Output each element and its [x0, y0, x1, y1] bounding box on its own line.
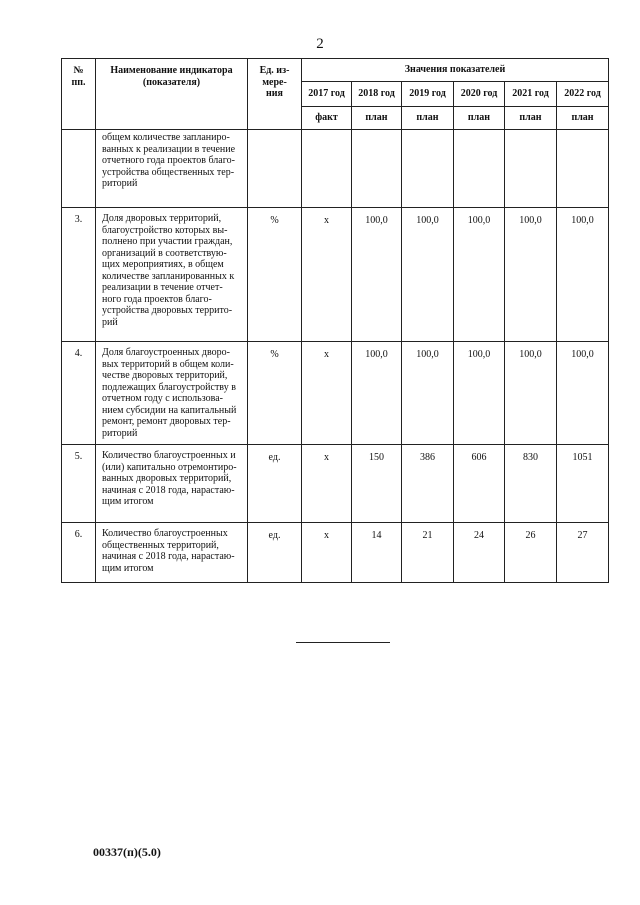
- value-cell: 150: [352, 445, 402, 523]
- empty-cell: [302, 130, 352, 208]
- value-cell: 24: [454, 523, 505, 583]
- continuation-row: [62, 130, 609, 208]
- table-row: [62, 342, 609, 445]
- empty-cell: [454, 130, 505, 208]
- empty-cell: [248, 130, 302, 208]
- header-year: 2022 год: [557, 82, 609, 107]
- row-number: 6.: [62, 523, 96, 583]
- value-cell: 100,0: [402, 208, 454, 342]
- indicators-table: [61, 58, 609, 583]
- row-number: 5.: [62, 445, 96, 523]
- continuation-num: [62, 130, 96, 208]
- value-cell: 100,0: [454, 208, 505, 342]
- header-kind: факт: [302, 107, 352, 130]
- value-cell: 100,0: [454, 342, 505, 445]
- empty-cell: [557, 130, 609, 208]
- indicator-name: Доля дворовых территорий, благоустройство которых вы- полнено при участии граждан, организаций в соответствую- щих мероприятиях, в общем количестве запланированных к реализации в течение отчет- ного года проектов благо- устройства дворовых террито- рий: [96, 208, 248, 342]
- header-values: Значения показателей: [302, 59, 609, 82]
- header-name: Наименование индикатора (показателя): [96, 59, 248, 130]
- value-cell: 100,0: [505, 342, 557, 445]
- page-number: 2: [316, 36, 324, 52]
- unit-cell: ед.: [248, 523, 302, 583]
- value-cell: х: [302, 342, 352, 445]
- document-code: 00337(п)(5.0): [93, 845, 161, 859]
- unit-cell: %: [248, 342, 302, 445]
- value-cell: 386: [402, 445, 454, 523]
- header-year: 2021 год: [505, 82, 557, 107]
- table-row: [62, 208, 609, 342]
- header-num: № пп.: [62, 59, 96, 130]
- value-cell: 100,0: [557, 342, 609, 445]
- table-row: [62, 445, 609, 523]
- header-row-1: [62, 59, 609, 82]
- header-kind: план: [557, 107, 609, 130]
- value-cell: х: [302, 208, 352, 342]
- value-cell: 100,0: [402, 342, 454, 445]
- header-kind: план: [505, 107, 557, 130]
- continuation-text: общем количестве запланиро- ванных к реализации в течение отчетного года проектов благо- устройства общественных тер- риторий: [96, 130, 248, 208]
- value-cell: х: [302, 445, 352, 523]
- header-kind: план: [352, 107, 402, 130]
- data-rows: [62, 208, 609, 583]
- value-cell: 14: [352, 523, 402, 583]
- empty-cell: [352, 130, 402, 208]
- empty-cell: [402, 130, 454, 208]
- indicator-name: Количество благоустроенных и (или) капитально отремонтиро- ванных дворовых территорий, начиная с 2018 года, нарастаю- щим итогом: [96, 445, 248, 523]
- header-year: 2019 год: [402, 82, 454, 107]
- indicator-name: Доля благоустроенных дворо- вых территорий в общем коли- честве дворовых территорий, подлежащих благоустройству в отчетном году с использова- нием субсидии на капитальный ремонт, ремонт дворовых тер- риторий: [96, 342, 248, 445]
- value-cell: 100,0: [505, 208, 557, 342]
- value-cell: х: [302, 523, 352, 583]
- header-kind: план: [454, 107, 505, 130]
- header-kind: план: [402, 107, 454, 130]
- header-year: 2020 год: [454, 82, 505, 107]
- header-year: 2018 год: [352, 82, 402, 107]
- unit-cell: ед.: [248, 445, 302, 523]
- value-cell: 21: [402, 523, 454, 583]
- empty-cell: [505, 130, 557, 208]
- value-cell: 100,0: [557, 208, 609, 342]
- row-number: 4.: [62, 342, 96, 445]
- value-cell: 1051: [557, 445, 609, 523]
- footer-rule: [296, 642, 390, 643]
- header-unit: Ед. из- мере- ния: [248, 59, 302, 130]
- value-cell: 27: [557, 523, 609, 583]
- value-cell: 100,0: [352, 342, 402, 445]
- table-row: [62, 523, 609, 583]
- value-cell: 830: [505, 445, 557, 523]
- indicator-name: Количество благоустроенных общественных территорий, начиная с 2018 года, нарастаю- щим итогом: [96, 523, 248, 583]
- value-cell: 26: [505, 523, 557, 583]
- row-number: 3.: [62, 208, 96, 342]
- value-cell: 100,0: [352, 208, 402, 342]
- header-year: 2017 год: [302, 82, 352, 107]
- unit-cell: %: [248, 208, 302, 342]
- value-cell: 606: [454, 445, 505, 523]
